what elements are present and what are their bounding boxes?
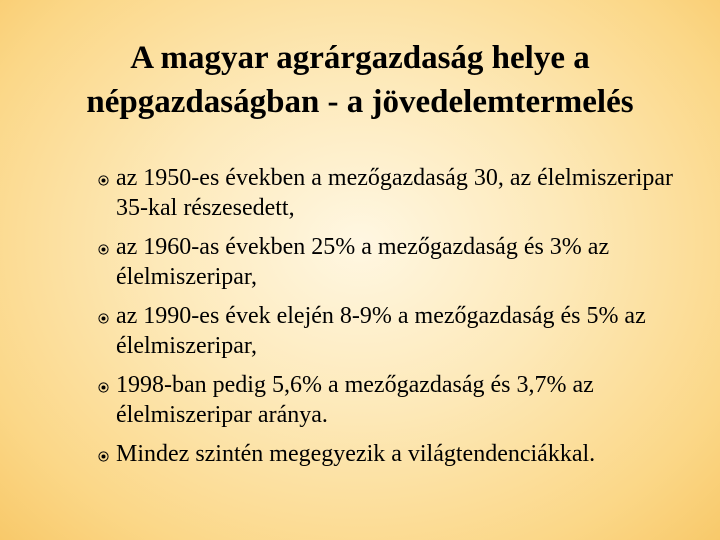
- title-line-1: A magyar agrárgazdaság helye a: [130, 40, 590, 76]
- bullet-text: az 1950-es években a mezőgazdaság 30, az élelmiszeripar 35-kal részesedett,: [116, 165, 674, 221]
- bullet-item: [96, 301, 706, 361]
- bullet-icon: [98, 244, 109, 255]
- bullet-icon: [98, 313, 109, 324]
- bullet-icon: [98, 175, 109, 186]
- bullet-item: [96, 370, 706, 430]
- bullet-text: Mindez szintén megegyezik a világtendenciákkal.: [116, 441, 596, 467]
- bullet-list: [96, 163, 706, 478]
- bullet-icon: [98, 451, 109, 462]
- bullet-item: [96, 232, 706, 292]
- bullet-text: 1998-ban pedig 5,6% a mezőgazdaság és 3,7% az élelmiszeripar aránya.: [116, 372, 594, 428]
- title-line-2: népgazdaságban - a jövedelemtermelés: [86, 84, 634, 120]
- slide-title: [0, 36, 720, 124]
- bullet-text: az 1990-es évek elején 8-9% a mezőgazdaság és 5% az élelmiszeripar,: [116, 303, 646, 359]
- bullet-icon: [98, 382, 109, 393]
- bullet-item: [96, 163, 706, 223]
- bullet-text: az 1960-as években 25% a mezőgazdaság és 3% az élelmiszeripar,: [116, 234, 610, 290]
- bullet-item: [96, 439, 706, 469]
